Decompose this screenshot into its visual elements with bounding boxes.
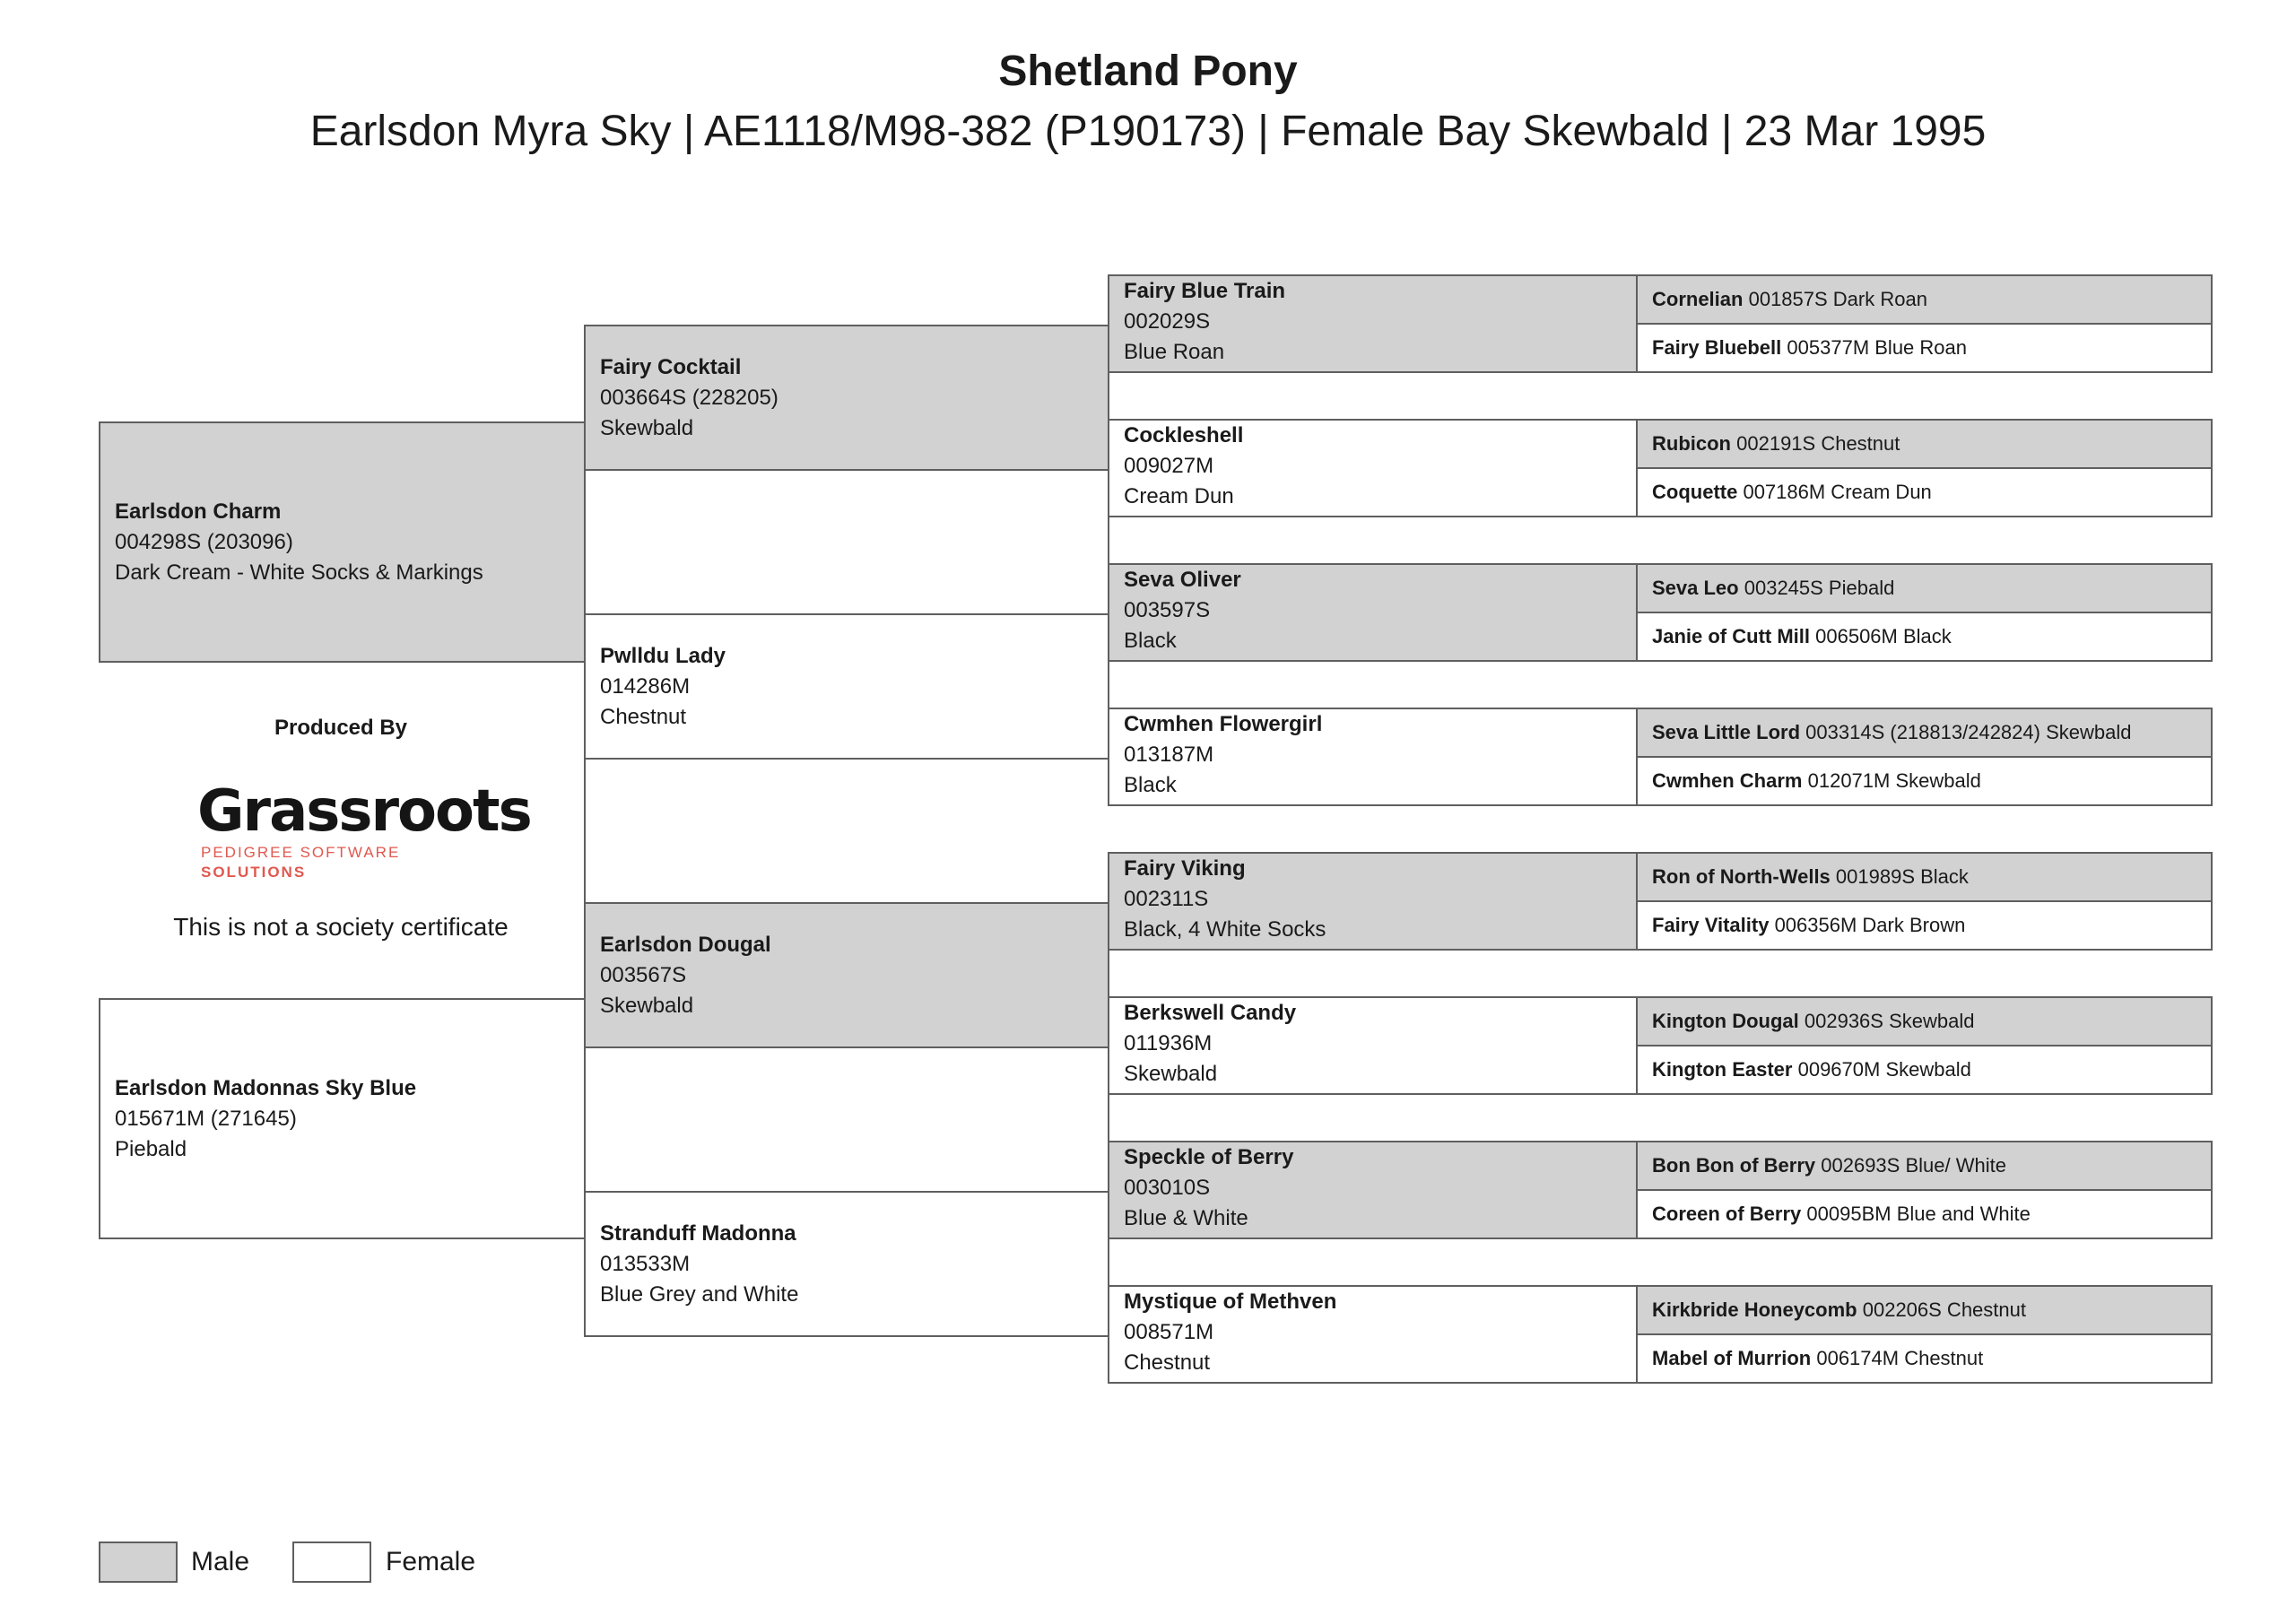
sire-color: Dark Cream - White Socks & Markings (115, 560, 483, 585)
ancestor-detail: 006174M Chestnut (1816, 1347, 1984, 1369)
ancestor-name: Janie of Cutt Mill (1652, 625, 1810, 647)
gen4-box-1[interactable] (1636, 274, 2213, 325)
ancestor-reg: 003010S (1124, 1176, 1211, 1200)
ancestor-detail: 003314S (218813/242824) Skewbald (1805, 721, 2132, 743)
ancestor-detail: 00095BM Blue and White (1806, 1203, 2031, 1225)
ancestor-color: Blue & White (1124, 1206, 1248, 1230)
gen3-box-3[interactable] (1108, 563, 1638, 662)
ancestor-detail: 006506M Black (1815, 625, 1952, 647)
logo-tagline-light: PEDIGREE SOFTWARE (201, 844, 401, 861)
ancestor-detail: 005377M Blue Roan (1787, 336, 1967, 359)
logo-wordmark: Grassroots (197, 778, 531, 845)
ancestor-name: Bon Bon of Berry (1652, 1154, 1816, 1177)
ancestor-color: Skewbald (1124, 1062, 1218, 1086)
ancestor-detail: 007186M Cream Dun (1743, 481, 1932, 503)
disclaimer-text: This is not a society certificate (173, 913, 509, 941)
gen3-box-2[interactable] (1108, 419, 1638, 517)
ancestor-name: Mystique of Methven (1124, 1290, 1337, 1314)
ancestor-name: Berkswell Candy (1124, 1001, 1297, 1025)
grassroots-logo (197, 778, 531, 881)
ancestor-name: Mabel of Murrion (1652, 1347, 1812, 1369)
gen4-box-16[interactable] (1636, 1333, 2213, 1384)
sire-reg: 004298S (203096) (115, 529, 293, 554)
gen3-box-6[interactable] (1108, 996, 1638, 1095)
ancestor-name: Cwmhen Charm (1652, 769, 1803, 792)
ancestor-reg: 011936M (1124, 1031, 1213, 1055)
ancestor-name: Pwlldu Lady (600, 643, 726, 668)
gen4-box-10[interactable] (1636, 900, 2213, 951)
granddam-maternal-box[interactable] (584, 1191, 1109, 1337)
logo-tagline-bold: SOLUTIONS (201, 864, 307, 881)
gen4-box-3[interactable] (1636, 419, 2213, 469)
ancestor-color: Black (1124, 773, 1177, 797)
gen4-box-4[interactable] (1636, 467, 2213, 517)
ancestor-color: Black, 4 White Socks (1124, 917, 1326, 942)
grandsire-paternal-box[interactable] (584, 325, 1109, 471)
gen4-box-14[interactable] (1636, 1189, 2213, 1239)
ancestor-color: Blue Roan (1124, 340, 1225, 364)
ancestor-detail: 002206S Chestnut (1862, 1298, 2026, 1321)
gen3-box-8[interactable] (1108, 1285, 1638, 1384)
ancestor-detail: 002693S Blue/ White (1821, 1154, 2006, 1177)
ancestor-reg: 008571M (1124, 1320, 1214, 1344)
gen4-box-8[interactable] (1636, 756, 2213, 806)
ancestor-name: Cockleshell (1124, 423, 1244, 447)
ancestor-name: Fairy Viking (1124, 856, 1246, 881)
gen4-box-7[interactable] (1636, 708, 2213, 758)
sire-box[interactable] (99, 421, 586, 663)
ancestor-reg: 003567S (600, 962, 687, 987)
ancestor-detail: 012071M Skewbald (1807, 769, 1981, 792)
ancestor-color: Skewbald (600, 993, 694, 1018)
subject-summary: Earlsdon Myra Sky | AE1118/M98-382 (P190173) | Female Bay Skewbald | 23 Mar 1995 (309, 108, 1987, 155)
gen3-box-1[interactable] (1108, 274, 1638, 373)
sire-name: Earlsdon Charm (115, 499, 282, 524)
legend-female-label: Female (386, 1547, 476, 1576)
ancestor-detail: 002191S Chestnut (1736, 432, 1900, 455)
produced-by-label: Produced By (274, 716, 408, 740)
gen3-box-5[interactable] (1108, 852, 1638, 951)
ancestor-color: Blue Grey and White (600, 1281, 799, 1307)
ancestor-reg: 014286M (600, 673, 691, 699)
ancestor-reg: 002311S (1124, 887, 1209, 911)
ancestor-name: Kington Dougal (1652, 1010, 1799, 1032)
ancestor-color: Cream Dun (1124, 484, 1234, 508)
gen3-box-7[interactable] (1108, 1141, 1638, 1239)
gen4-box-15[interactable] (1636, 1285, 2213, 1335)
ancestor-name: Coreen of Berry (1652, 1203, 1802, 1225)
ancestor-detail: 003245S Piebald (1744, 577, 1895, 599)
breed-title: Shetland Pony (998, 48, 1298, 95)
ancestor-reg: 003597S (1124, 598, 1211, 622)
ancestor-color: Chestnut (1124, 1350, 1211, 1375)
granddam-paternal-box[interactable] (584, 613, 1109, 760)
ancestor-color: Skewbald (600, 415, 694, 440)
gen4-box-12[interactable] (1636, 1045, 2213, 1095)
ancestor-color: Black (1124, 629, 1177, 653)
ancestor-name: Earlsdon Dougal (600, 932, 771, 957)
legend-female-swatch (292, 1541, 371, 1583)
ancestor-detail: 001857S Dark Roan (1748, 288, 1927, 310)
gen4-box-9[interactable] (1636, 852, 2213, 902)
dam-reg: 015671M (271645) (115, 1106, 297, 1131)
dam-box[interactable] (99, 998, 586, 1239)
legend-male-label: Male (191, 1547, 250, 1576)
dam-color: Piebald (115, 1136, 187, 1161)
ancestor-name: Kington Easter (1652, 1058, 1793, 1081)
logo-tagline (201, 843, 493, 882)
gen4-box-6[interactable] (1636, 612, 2213, 662)
ancestor-reg: 009027M (1124, 454, 1214, 478)
ancestor-name: Fairy Cocktail (600, 354, 742, 379)
ancestor-name: Ron of North-Wells (1652, 865, 1831, 888)
ancestor-reg: 003664S (228205) (600, 385, 778, 410)
ancestor-color: Chestnut (600, 704, 687, 729)
gen4-box-5[interactable] (1636, 563, 2213, 613)
ancestor-name: Cornelian (1652, 288, 1744, 310)
ancestor-detail: 002936S Skewbald (1804, 1010, 1975, 1032)
ancestor-detail: 009670M Skewbald (1797, 1058, 1971, 1081)
ancestor-name: Seva Little Lord (1652, 721, 1801, 743)
ancestor-detail: 006356M Dark Brown (1774, 914, 1966, 936)
ancestor-name: Fairy Vitality (1652, 914, 1770, 936)
ancestor-reg: 013187M (1124, 743, 1214, 767)
ancestor-name: Rubicon (1652, 432, 1731, 455)
gen4-box-13[interactable] (1636, 1141, 2213, 1191)
ancestor-name: Fairy Blue Train (1124, 279, 1286, 303)
legend-male-swatch (99, 1541, 178, 1583)
grandsire-maternal-box[interactable] (584, 902, 1109, 1048)
gen4-box-11[interactable] (1636, 996, 2213, 1046)
gen3-box-4[interactable] (1108, 708, 1638, 806)
ancestor-name: Stranduff Madonna (600, 1220, 796, 1246)
gen4-box-2[interactable] (1636, 323, 2213, 373)
ancestor-name: Seva Leo (1652, 577, 1739, 599)
dam-name: Earlsdon Madonnas Sky Blue (115, 1075, 417, 1100)
ancestor-detail: 001989S Black (1835, 865, 1969, 888)
ancestor-name: Seva Oliver (1124, 568, 1241, 592)
ancestor-name: Kirkbride Honeycomb (1652, 1298, 1857, 1321)
ancestor-name: Fairy Bluebell (1652, 336, 1782, 359)
ancestor-name: Coquette (1652, 481, 1738, 503)
ancestor-name: Cwmhen Flowergirl (1124, 712, 1323, 736)
ancestor-reg: 002029S (1124, 309, 1211, 334)
ancestor-reg: 013533M (600, 1251, 691, 1276)
ancestor-name: Speckle of Berry (1124, 1145, 1294, 1169)
